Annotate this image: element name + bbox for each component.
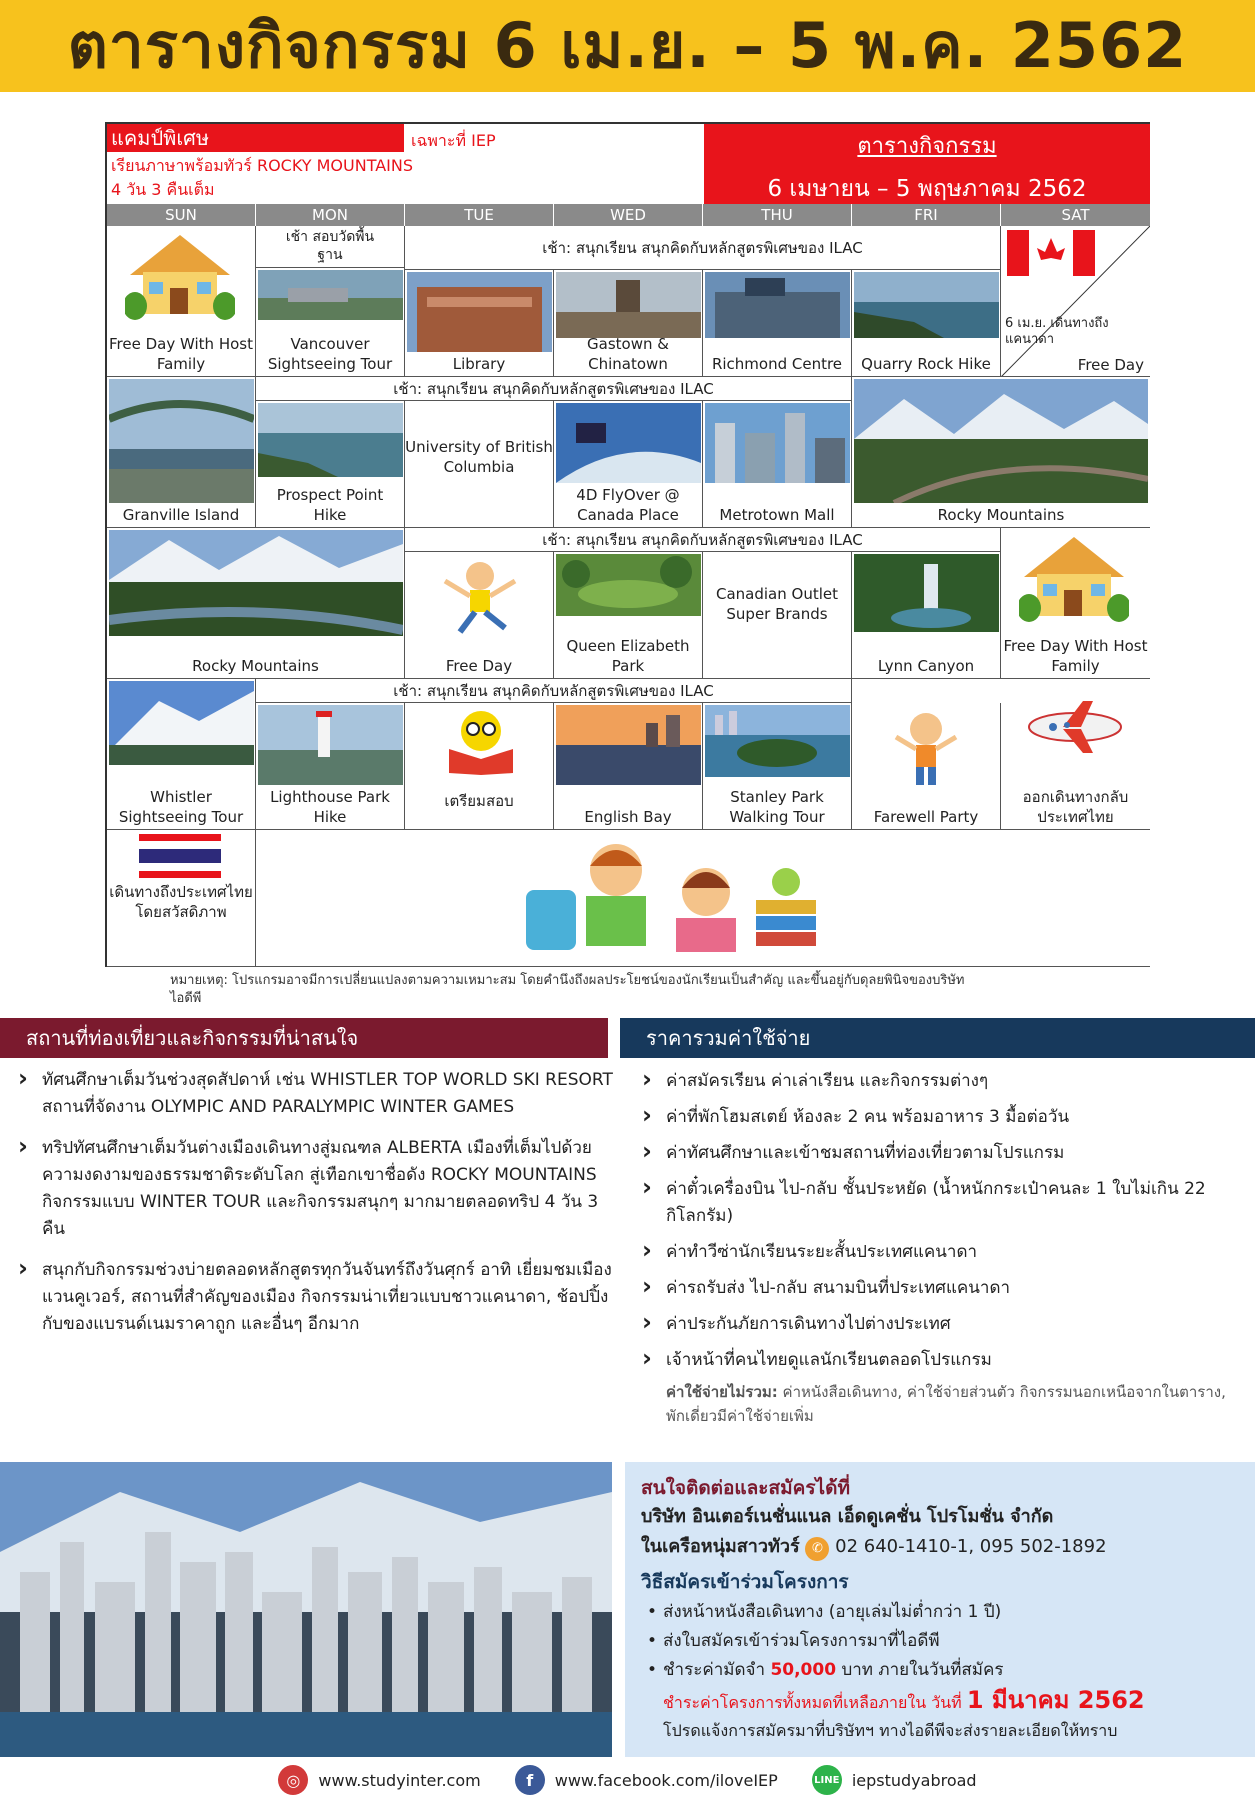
attraction-item: › สนุกกับกิจกรรมช่วงบ่ายตลอดหลักสูตรทุกวันจันทร์ถึงวันศุกร์ อาทิ เยี่ยมชมเมืองแวนคูเวอร์, สถานที่สำคัญของเมือง กิจกรรมน่าเที่ยวแบบชาวแคนาดา, ช้อปปิ้งกับของแบรนด์เนมราคาถูก และอื่นๆ อีกมาก [18, 1257, 618, 1338]
vancouver-skyline-photo [0, 1462, 612, 1757]
caption: Vancouver Sightseeing Tour [267, 335, 393, 373]
day-header-wed: WED [554, 204, 703, 226]
cell-w2-thu [703, 401, 852, 528]
day-header-fri: FRI [852, 204, 1001, 226]
remark-label: หมายเหตุ: [170, 973, 228, 988]
website-link[interactable] [278, 1765, 480, 1795]
schedule-title: ตารางกิจกรรม [857, 134, 997, 159]
caption: Rocky Mountains [852, 505, 1150, 525]
balance-line [641, 1685, 1239, 1718]
remark-text: โปรแกรมอาจมีการเปลี่ยนแปลงตามความเหมาะสม โดยคำนึงถึงผลประโยชน์ของนักเรียนเป็นสำคัญ และขึ้นอยู่กับดุลยพินิจของบริษัทไอดีพี [170, 973, 965, 1006]
caption: ออกเดินทางกลับประเทศไทย [1022, 788, 1129, 826]
cell-w1-sat [1001, 226, 1150, 377]
canada-flag-icon [1007, 230, 1095, 276]
price-list [642, 1068, 1242, 1428]
cell-w3-sat [1001, 528, 1150, 679]
house-icon [125, 230, 235, 320]
cell-w4-fri [852, 703, 1001, 830]
cell-w1-thu [703, 270, 852, 377]
caption: Canadian Outlet Super Brands [716, 585, 838, 623]
library-photo [407, 272, 552, 352]
caption: เตรียมสอบ [444, 792, 514, 810]
stanley-park-photo [705, 705, 850, 777]
caption: Lighthouse Park Hike [270, 788, 390, 826]
phone-number: 02 640-1410-1, 095 502-1892 [835, 1536, 1107, 1557]
arrival-note: 6 เม.ย. เดินทางถึงแคนาดา [1005, 316, 1109, 347]
notify-line: โปรดแจ้งการสมัครมาที่บริษัทฯ ทางไอดีพีจะส่งรายละเอียดให้ทราบ [663, 1721, 1118, 1740]
quarry-rock-photo [854, 272, 999, 338]
cell-w2-wed [554, 401, 703, 528]
cell-w3-tue [405, 552, 554, 679]
exclusive-label: เฉพาะที่ IEP [411, 131, 496, 150]
deposit-post: บาท ภายในวันที่สมัคร [841, 1660, 1004, 1680]
caption: English Bay [584, 808, 672, 826]
title-banner [0, 0, 1255, 92]
exclusions [642, 1380, 1242, 1428]
activity-calendar [105, 122, 1150, 967]
contact-panel [625, 1462, 1255, 1757]
morning-banner-w2: เช้า: สนุกเรียน สนุกคิดกับหลักสูตรพิเศษของ ILAC [256, 377, 852, 401]
attractions-heading: สถานที่ท่องเที่ยวและกิจกรรมที่น่าสนใจ [0, 1018, 608, 1058]
caption: Library [452, 355, 506, 373]
price-item: › เจ้าหน้าที่คนไทยดูแลนักเรียนตลอดโปรแกรม [642, 1347, 1242, 1374]
day-header-thu: THU [703, 204, 852, 226]
price-item: › ค่าทำวีซ่านักเรียนระยะสั้นประเทศแคนาดา [642, 1239, 1242, 1266]
day-header-tue: TUE [405, 204, 554, 226]
caption: University of British Columbia [405, 438, 553, 476]
cell-w2-frisat [852, 377, 1150, 528]
lighthouse-park-photo [258, 705, 403, 785]
caption: Free Day With Host Family [1003, 637, 1148, 675]
cell-w1-sun [107, 226, 256, 377]
cell-w3-wed [554, 552, 703, 679]
apply-step: • ส่งใบสมัครเข้าร่วมโครงการมาที่ไอดีพี [641, 1627, 1239, 1656]
cell-w4-wed [554, 703, 703, 830]
exclusions-text: ค่าหนังสือเดินทาง, ค่าใช้จ่ายส่วนตัว กิจกรรมนอกเหนือจากในตาราง, พักเดี่ยวมีค่าใช้จ่ายเพิ่ม [666, 1383, 1226, 1425]
phone-icon: ✆ [805, 1537, 829, 1561]
caption: Richmond Centre [711, 355, 843, 373]
caption: Quarry Rock Hike [861, 355, 991, 373]
cell-w3-fri [852, 552, 1001, 679]
cell-w3-sunmon [107, 528, 405, 679]
balance-date: 1 มีนาคม 2562 [966, 1686, 1145, 1714]
richmond-centre-photo [705, 272, 850, 338]
cell-w2-mon [256, 401, 405, 528]
cell-w5-sun [107, 830, 256, 967]
day-header-mon: MON [256, 204, 405, 226]
price-item: › ค่ารถรับส่ง ไป-กลับ สนามบินที่ประเทศแคนาดา [642, 1275, 1242, 1302]
caption: Gastown & Chinatown [587, 335, 669, 373]
camp-subtitle: เรียนภาษาพร้อมทัวร์ ROCKY MOUNTAINS [111, 156, 414, 175]
caption: 4D FlyOver @ Canada Place [576, 486, 680, 524]
metrotown-photo [705, 403, 850, 483]
cell-w5-illustration [256, 830, 1150, 967]
globe-icon: ◎ [278, 1765, 308, 1795]
caption: Metrotown Mall [719, 506, 835, 524]
cell-w4-sat [1001, 679, 1150, 830]
cell-w4-tue [405, 703, 554, 830]
facebook-text: www.facebook.com/iloveIEP [554, 1770, 778, 1790]
cell-w2-sun [107, 377, 256, 528]
line-icon: LINE [812, 1765, 842, 1795]
reading-kid-icon [441, 709, 521, 775]
day-header-sat: SAT [1001, 204, 1150, 226]
caption: Prospect Point Hike [276, 486, 384, 524]
phone-line [641, 1532, 1239, 1562]
camp-label: แคมป์พิเศษ [107, 124, 404, 152]
prospect-point-photo [258, 403, 403, 477]
facebook-icon: f [515, 1765, 545, 1795]
lynn-canyon-photo [854, 554, 999, 632]
caption: Rocky Mountains [192, 657, 319, 675]
deposit-amount: 50,000 [770, 1660, 837, 1680]
vancouver-aerial-photo [258, 270, 403, 320]
party-kid-icon [886, 707, 966, 787]
caption: Free Day [1077, 356, 1144, 374]
website-text: www.studyinter.com [318, 1770, 481, 1790]
caption: Free Day [445, 657, 513, 675]
cell-w1-wed [554, 270, 703, 377]
caption: Lynn Canyon [877, 657, 975, 675]
attractions-list [18, 1067, 618, 1338]
house-icon [1019, 532, 1129, 622]
english-bay-photo [556, 705, 701, 785]
cell-w2-tue [405, 401, 554, 528]
caption: Farewell Party [873, 808, 979, 826]
airplane-icon [1023, 697, 1127, 757]
cell-w4-thu [703, 703, 852, 830]
thailand-flag-icon [139, 834, 221, 878]
price-item: › ค่าสมัครเรียน ค่าเล่าเรียน และกิจกรรมต่างๆ [642, 1068, 1242, 1095]
morning-banner-w1: เช้า: สนุกเรียน สนุกคิดกับหลักสูตรพิเศษของ ILAC [405, 226, 1001, 270]
cell-w1-mon [256, 226, 405, 377]
caption: เดินทางถึงประเทศไทยโดยสวัสดิภาพ [109, 883, 253, 921]
caption: Queen Elizabeth Park [566, 637, 690, 675]
caption: Granville Island [107, 505, 255, 525]
group-name: ในเครือหนุ่มสาวทัวร์ [641, 1536, 800, 1557]
jumping-kid-icon [435, 556, 525, 636]
caption: Whistler Sightseeing Tour [118, 788, 244, 826]
price-heading: ราคารวมค่าใช้จ่าย [620, 1018, 1255, 1058]
price-item: › ค่าประกันภัยการเดินทางไปต่างประเทศ [642, 1311, 1242, 1338]
day-header-sun: SUN [107, 204, 256, 226]
attraction-item: › ทริปทัศนศึกษาเต็มวันต่างเมืองเดินทางสู่มณฑล ALBERTA เมืองที่เต็มไปด้วยความงดงามของธรรมชาติระดับโลก สู่เทือกเขาชื่อดัง ROCKY MOUNTAINS กิจกรรมแบบ WINTER TOUR และกิจกรรมสนุกๆ มากมายตลอดทริป 4 วัน 3 คืน [18, 1135, 618, 1243]
camp-duration: 4 วัน 3 คืนเต็ม [111, 180, 215, 199]
remark [170, 972, 970, 1008]
facebook-link[interactable] [515, 1765, 778, 1795]
cell-w4-sun [107, 679, 256, 830]
queen-elizabeth-park-photo [556, 554, 701, 616]
date-range: 6 เมษายน – 5 พฤษภาคม 2562 [767, 176, 1087, 202]
caption: Free Day With Host Family [109, 335, 253, 373]
attraction-item: › ทัศนศึกษาเต็มวันช่วงสุดสัปดาห์ เช่น WHISTLER TOP WORLD SKI RESORT สถานที่จัดงาน OLYMPIC AND PARALYMPIC WINTER GAMES [18, 1067, 618, 1121]
flyover-photo [556, 403, 701, 483]
cell-w1-tue [405, 270, 554, 377]
line-text: iepstudyabroad [851, 1770, 977, 1790]
price-item: › ค่าทัศนศึกษาและเข้าชมสถานที่ท่องเที่ยวตามโปรแกรม [642, 1140, 1242, 1167]
company-name: บริษัท อินเตอร์เนชั่นแนล เอ็ดดูเคชั่น โปรโมชั่น จำกัด [641, 1506, 1054, 1527]
rocky-mountains-photo [854, 379, 1148, 503]
contact-heading: สนใจติดต่อและสมัครได้ที่ [641, 1477, 850, 1499]
apply-heading: วิธีสมัครเข้าร่วมโครงการ [641, 1571, 849, 1593]
deposit-pre: ชำระค่ามัดจำ [663, 1660, 766, 1680]
price-item: › ค่าที่พักโฮมสเตย์ ห้องละ 2 คน พร้อมอาหาร 3 มื้อต่อวัน [642, 1104, 1242, 1131]
placement-test: เช้า สอบวัดพื้นฐาน [256, 226, 404, 268]
line-link[interactable] [812, 1765, 977, 1795]
page-title: ตารางกิจกรรม 6 เม.ย. – 5 พ.ค. 2562 [67, 9, 1188, 82]
cell-w3-thu [703, 552, 852, 679]
schedule-header [704, 124, 1150, 204]
price-item: › ค่าตั๋วเครื่องบิน ไป-กลับ ชั้นประหยัด (น้ำหนักกระเป๋าคนละ 1 ใบไม่เกิน 22 กิโลกรัม) [642, 1176, 1242, 1230]
footer [0, 1760, 1255, 1800]
exclusions-label: ค่าใช้จ่ายไม่รวม: [666, 1383, 778, 1401]
cell-w1-fri [852, 270, 1001, 377]
balance-pre: ชำระค่าโครงการทั้งหมดที่เหลือภายใน วันที่ [663, 1693, 962, 1712]
cell-w4-mon [256, 703, 405, 830]
apply-step: • ส่งหน้าหนังสือเดินทาง (อายุเล่มไม่ต่ำกว่า 1 ปี) [641, 1598, 1239, 1627]
caption: Stanley Park Walking Tour [729, 788, 825, 826]
gastown-clock-photo [556, 272, 701, 338]
whistler-photo [109, 681, 254, 765]
morning-banner-w4: เช้า: สนุกเรียน สนุกคิดกับหลักสูตรพิเศษของ ILAC [256, 679, 852, 703]
rocky-mountains-photo-2 [109, 530, 403, 636]
kids-reading-illustration [516, 840, 836, 960]
morning-banner-w3: เช้า: สนุกเรียน สนุกคิดกับหลักสูตรพิเศษของ ILAC [405, 528, 1001, 552]
granville-bridge-photo [109, 379, 254, 503]
deposit-step [641, 1656, 1239, 1685]
